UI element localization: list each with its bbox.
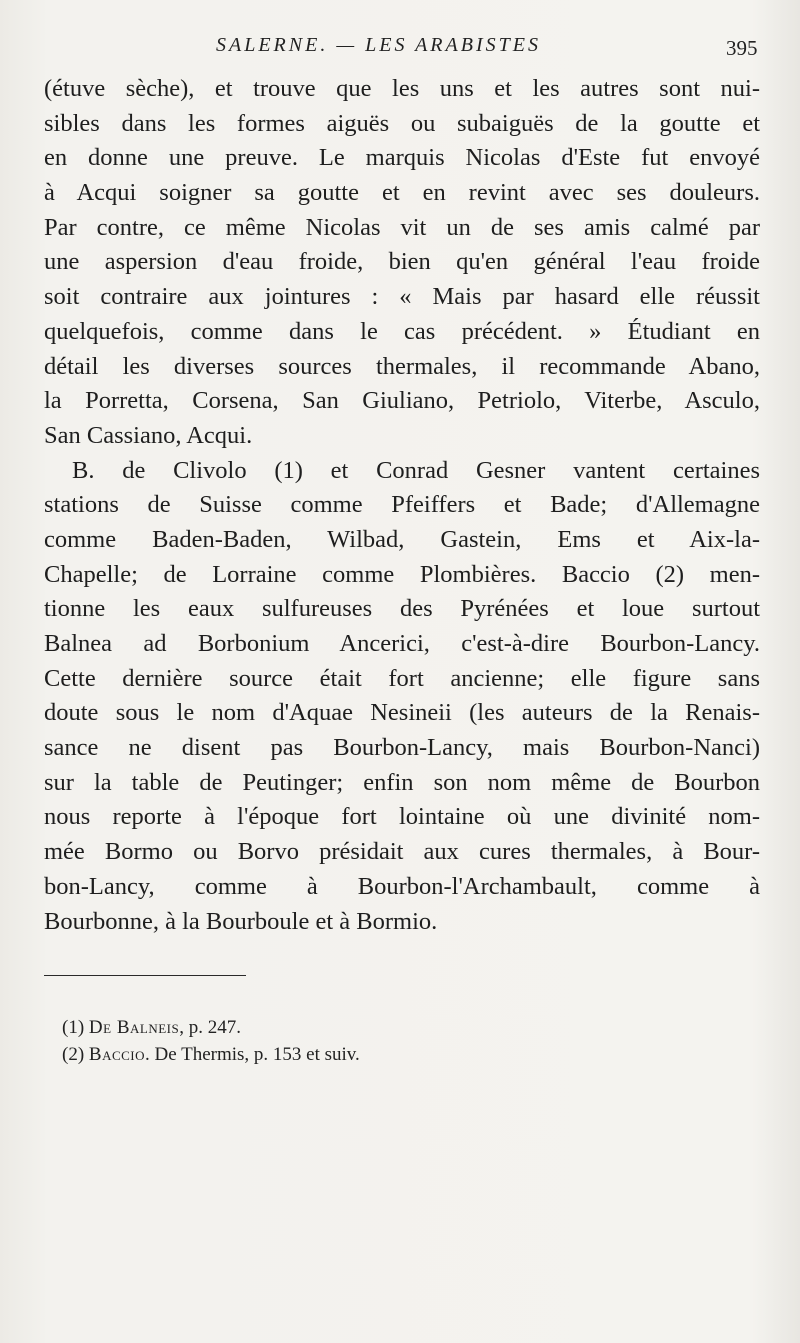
footnote-2 xyxy=(62,1041,360,1068)
text-line: détail les diverses sources thermales, il recommande Abano, xyxy=(44,352,760,380)
text-line: soit contraire aux jointures : « Mais par hasard elle réussit xyxy=(44,283,760,311)
footnote-source: Baccio xyxy=(88,1044,146,1065)
running-title: SALERNE. — LES ARABISTES xyxy=(216,34,541,56)
text-line: sibles dans les formes aiguës ou subaiguës de la goutte et xyxy=(44,109,760,137)
text-line: San Cassiano, Acqui. xyxy=(44,421,253,449)
text-line: Bourbonne, à la Bourboule et à Bormio. xyxy=(44,907,438,935)
footnote-reference: , p. 247. xyxy=(179,1017,241,1038)
text-line: stations de Suisse comme Pfeiffers et Bade; d'Allemagne xyxy=(44,491,760,519)
text-line: quelquefois, comme dans le cas précédent. » Étudiant en xyxy=(44,317,760,345)
text-line: à Acqui soigner sa goutte et en revint avec ses douleurs. xyxy=(44,179,760,207)
text-line: sur la table de Peutinger; enfin son nom même de Bourbon xyxy=(44,768,760,796)
text-line: nous reporte à l'époque fort lointaine où une divinité nom- xyxy=(44,803,760,831)
text-line: tionne les eaux sulfureuses des Pyrénées et loue surtout xyxy=(44,595,760,623)
text-line: (étuve sèche), et trouve que les uns et les autres sont nui- xyxy=(44,75,760,102)
text-line: bon-Lancy, comme à Bourbon-l'Archambault, comme à xyxy=(44,872,760,900)
text-line: Cette dernière source était fort ancienne; elle figure sans xyxy=(44,664,760,692)
text-line: une aspersion d'eau froide, bien qu'en général l'eau froide xyxy=(44,248,760,276)
text-line: en donne une preuve. Le marquis Nicolas d'Este fut envoyé xyxy=(44,144,760,172)
footnote-rule xyxy=(44,975,246,976)
body-text xyxy=(44,72,760,939)
text-line: Balnea ad Borbonium Ancerici, c'est-à-dire Bourbon-Lancy. xyxy=(44,630,760,657)
footnote-source: De Balneis xyxy=(88,1017,180,1038)
text-line: B. de Clivolo (1) et Conrad Gesner vantent certaines xyxy=(72,456,760,484)
text-line: la Porretta, Corsena, San Giuliano, Petriolo, Viterbe, Asculo, xyxy=(44,387,760,415)
footnote-marker: (1) xyxy=(62,1017,85,1038)
page-number: 395 xyxy=(726,36,758,60)
footnotes xyxy=(62,1014,360,1068)
footnote-marker: (2) xyxy=(62,1044,85,1065)
footnote-1 xyxy=(62,1014,360,1041)
text-line: comme Baden-Baden, Wilbad, Gastein, Ems et Aix-la- xyxy=(44,525,760,553)
footnote-reference: . De Thermis, p. 153 et suiv. xyxy=(145,1044,360,1065)
text-line: doute sous le nom d'Aquae Nesineii (les auteurs de la Renais- xyxy=(44,699,760,727)
text-line: Par contre, ce même Nicolas vit un de ses amis calmé par xyxy=(44,213,760,241)
text-line: Chapelle; de Lorraine comme Plombières. Baccio (2) men- xyxy=(44,560,760,588)
text-line: sance ne disent pas Bourbon-Lancy, mais Bourbon-Nanci) xyxy=(44,734,760,762)
running-head xyxy=(0,34,800,64)
text-line: mée Bormo ou Borvo présidait aux cures thermales, à Bour- xyxy=(44,838,760,866)
